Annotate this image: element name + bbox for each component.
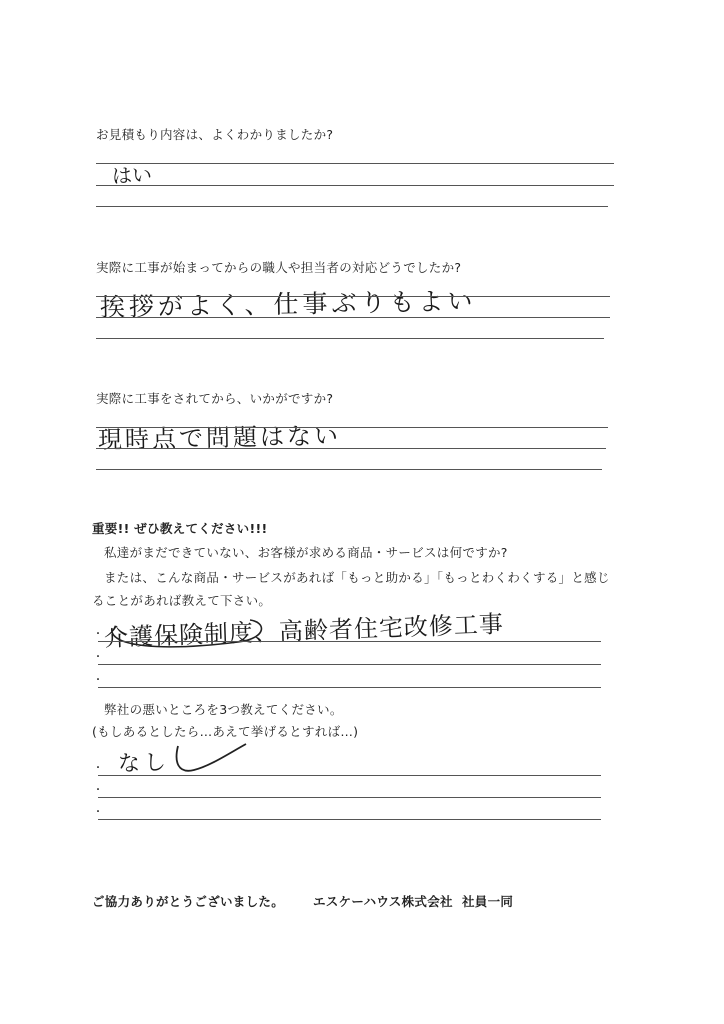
answer-4-handwriting: 介護保険制度、高齢者住宅改修工事	[103, 610, 505, 652]
bullet: ・	[93, 763, 103, 774]
answer-line	[98, 819, 601, 820]
bullet: ・	[93, 652, 103, 663]
handwritten-stroke-icon	[172, 740, 252, 780]
footer-staff: 社員一同	[462, 894, 514, 909]
question-5-line-2: (もしあるとしたら…あえて挙げるとすれば…)	[92, 724, 359, 739]
answer-line	[98, 664, 601, 665]
answer-line	[98, 687, 601, 688]
answer-line	[96, 448, 606, 449]
answer-line	[98, 775, 601, 776]
answer-line	[96, 338, 604, 339]
answer-3-handwriting: 現時点で問題はない	[97, 421, 342, 454]
question-4-line-2: または、こんな商品・サービスがあれば「もっと助かる」「もっとわくわくする」と感じ	[104, 570, 610, 585]
bullet: ・	[93, 785, 103, 796]
question-1: お見積もり内容は、よくわかりましたか?	[96, 127, 334, 142]
answer-line	[96, 427, 608, 428]
answer-1-handwriting: はい	[111, 162, 153, 188]
question-4-line-3: ることがあれば教えて下さい。	[92, 593, 272, 608]
question-5-line-1: 弊社の悪いところを3つ教えてください。	[104, 702, 343, 717]
answer-line	[98, 797, 601, 798]
answer-line	[98, 641, 601, 642]
question-3: 実際に工事をされてから、いかがですか?	[96, 391, 334, 406]
answer-2-handwriting: 挨拶がよく、仕事ぶりもよい	[99, 286, 477, 322]
bullet: ・	[93, 675, 103, 686]
bullet: ・	[93, 629, 103, 640]
footer-company: エスケーハウス株式会社	[313, 894, 453, 909]
answer-line	[96, 206, 608, 207]
circled-mark-icon	[98, 612, 268, 652]
answer-5-handwriting: なし	[117, 750, 171, 777]
answer-line	[96, 296, 610, 297]
question-4-heading: 重要!! ぜひ教えてください!!!	[92, 521, 268, 536]
footer-thanks: ご協力ありがとうございました。	[92, 894, 285, 909]
bullet: ・	[93, 807, 103, 818]
answer-line	[96, 469, 602, 470]
question-2: 実際に工事が始まってからの職人や担当者の対応どうでしたか?	[96, 260, 462, 275]
answer-line	[96, 163, 614, 164]
answer-line	[96, 185, 614, 186]
answer-line	[96, 317, 610, 318]
question-4-line-1: 私達がまだできていない、お客様が求める商品・サービスは何ですか?	[104, 545, 508, 560]
